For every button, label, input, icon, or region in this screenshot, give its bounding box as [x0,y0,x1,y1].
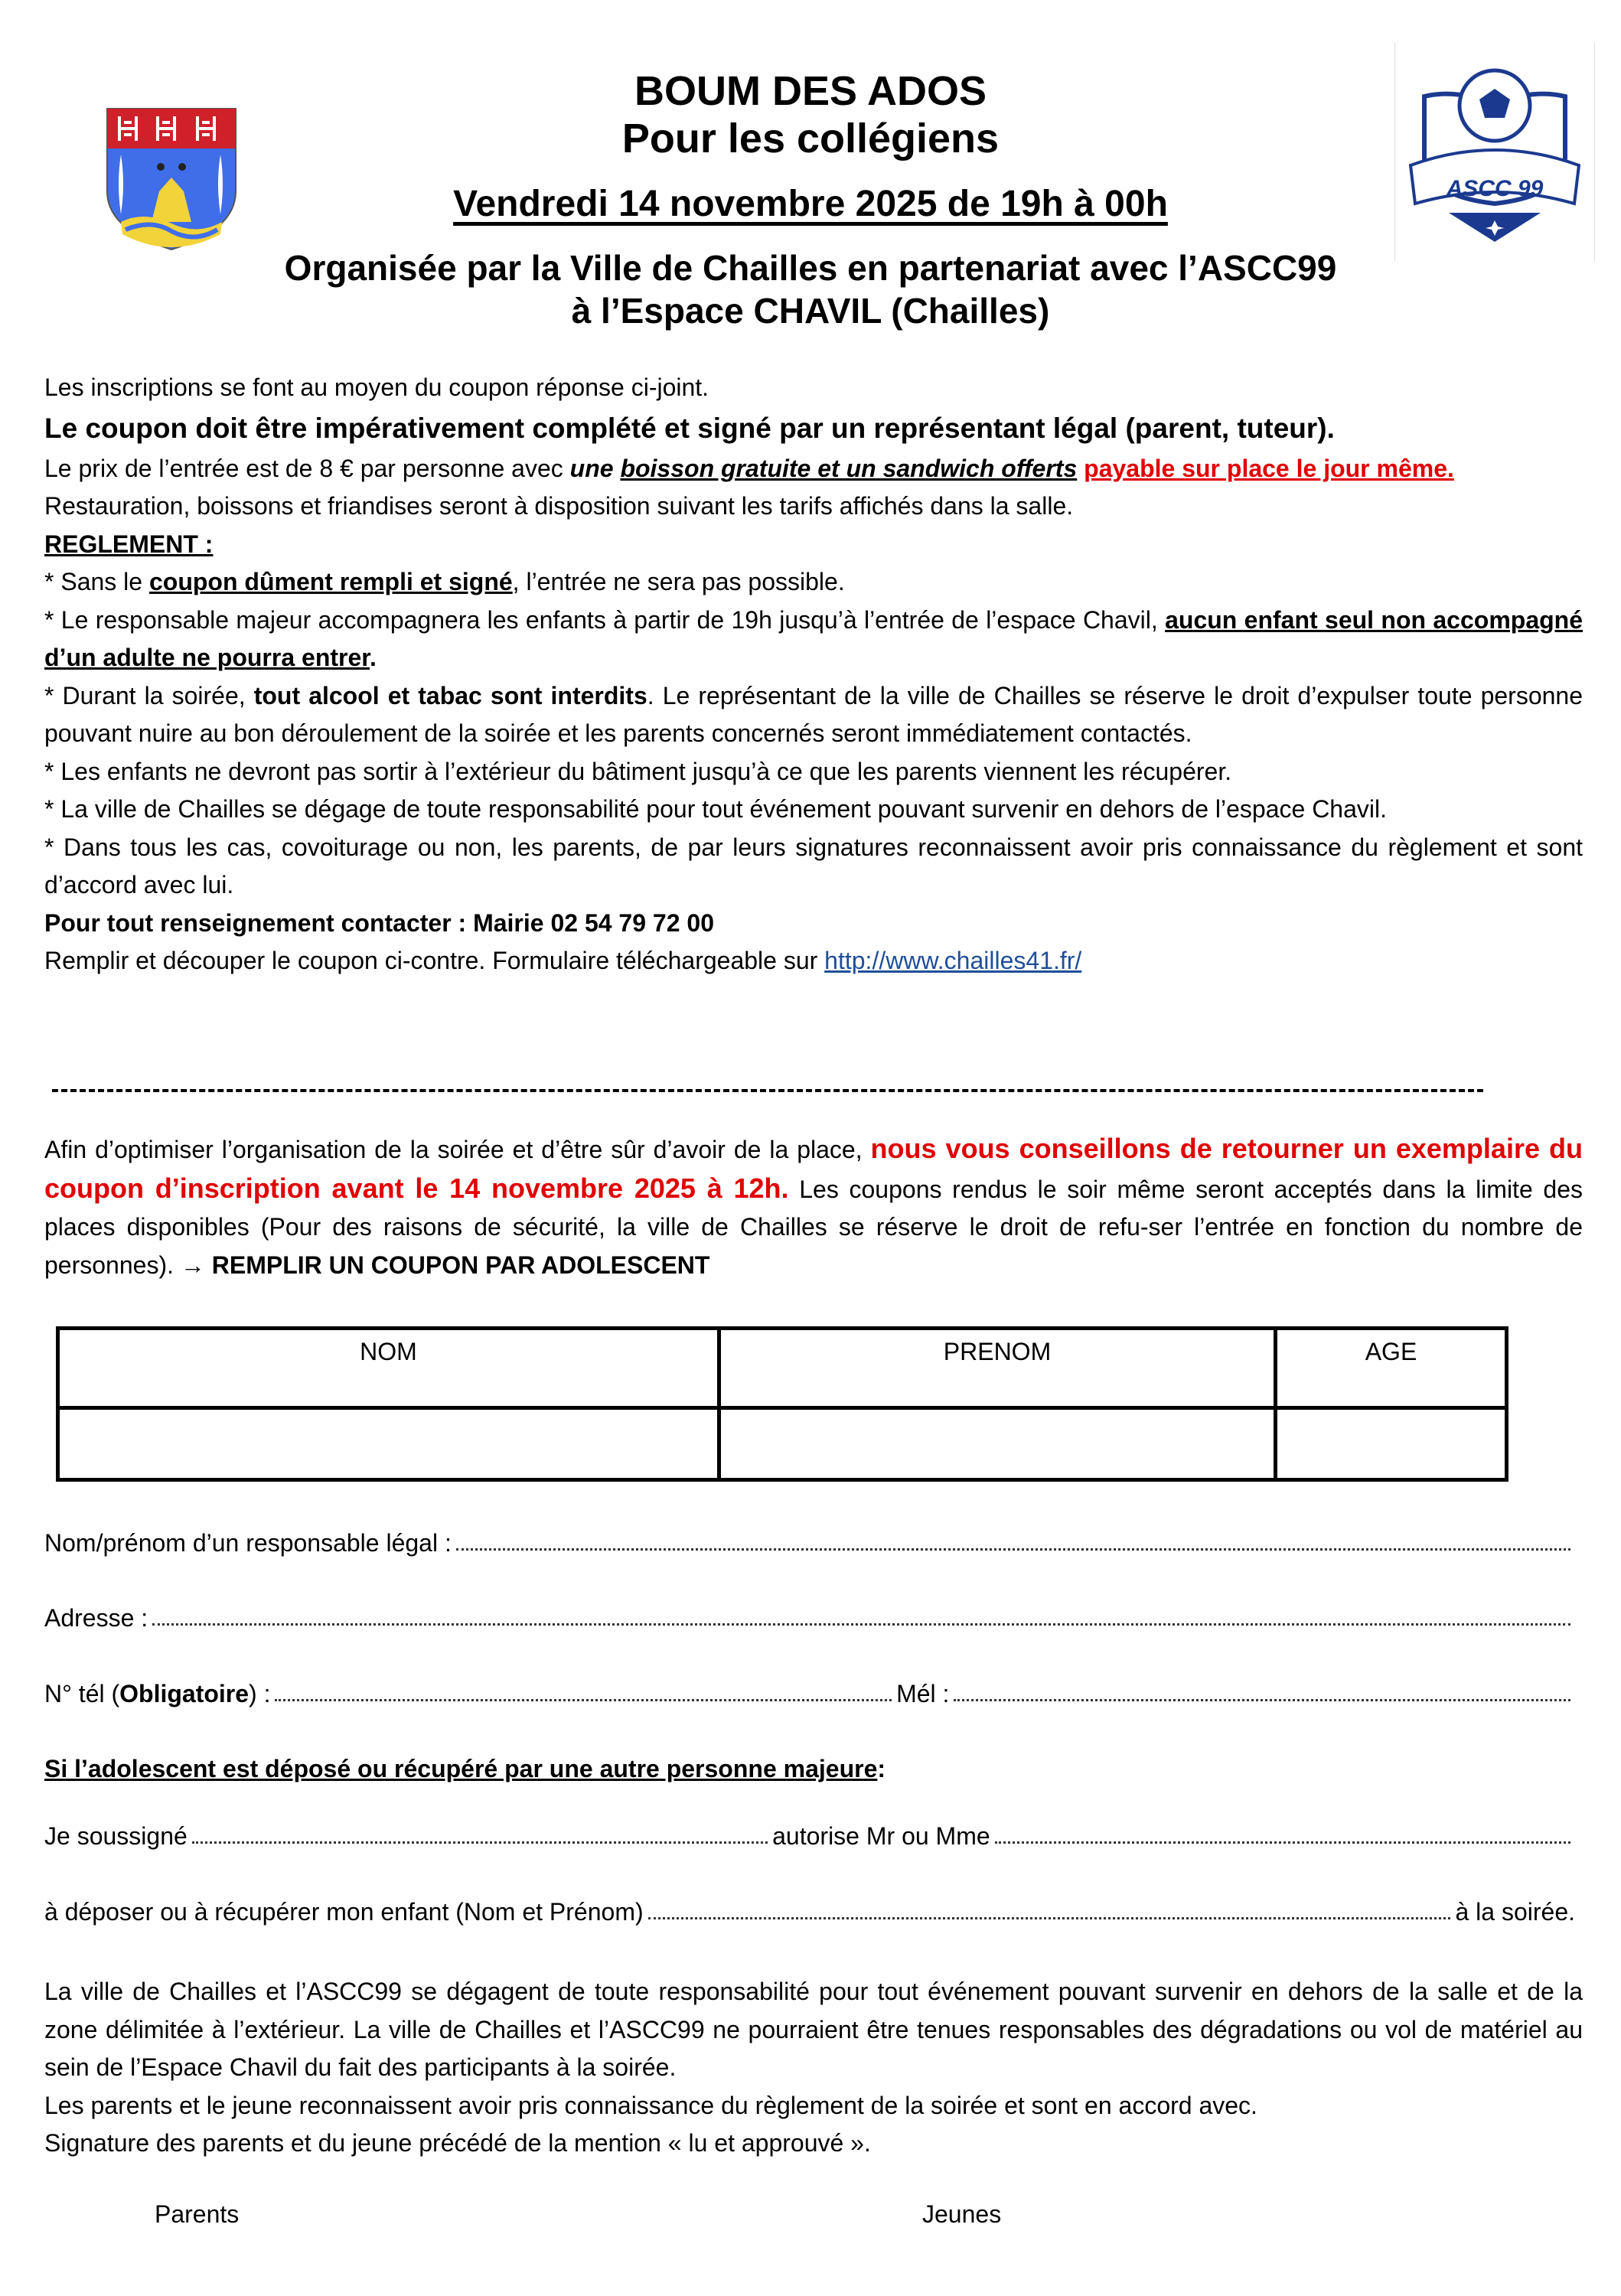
cut-line [52,1089,1483,1092]
rule-6: * Dans tous les cas, covoiturage ou non, les parents, de par leurs signatures reconnaissent avoir pris connaissance du règlement et sont d’accord avec lui. [44,833,1583,899]
coupon-advice-c: Les coupons rendus le soir même seront acceptés dans la limite des places disponibles (Pour des raisons de sécurité, la ville de Chailles se réserve le droit de refu-ser l’entrée en fonction du nombre de personnes). [44,1175,1583,1279]
undersigned-field[interactable] [192,1841,768,1844]
rule-3-a: * Durant la soirée, [44,681,254,709]
price-space [1077,455,1084,482]
address-line [44,1604,1575,1632]
party-label: à la soirée. [1455,1898,1575,1926]
rule-1-c: , l’entrée ne sera pas possible. [512,568,845,595]
event-date-text: Vendredi 14 novembre 2025 de 19h à 00h [453,184,1168,224]
coupon-deadline: nous vous conseillons de retourner un exemplaire du coupon d’inscription avant le 14 novembre 2025 à 12h. [44,1133,1583,1204]
download-info [44,942,1583,980]
disclaimer [44,1973,1583,2163]
phone-label-a: N° tél ( [44,1680,120,1707]
rule-3 [44,677,1583,753]
guardian-line [44,1529,1575,1557]
payment-on-site: payable sur place le jour même. [1084,454,1454,482]
event-subtitle: Pour les collégiens [621,116,1000,161]
address-label: Adresse : [44,1604,148,1632]
phone-field[interactable] [275,1699,892,1701]
information-section [44,369,1583,980]
catering-text: Restauration, boissons et friandises seront à disposition suivant les tarifs affichés dans la salle. [44,492,1074,520]
organizer-line-2: à l’Espace CHAVIL (Chailles) [571,291,1050,331]
price-text-a: Le prix de l’entrée est de 8 € par personne avec [44,454,570,482]
free-drink-sandwich: boisson gratuite et un sandwich offerts [620,454,1078,482]
intro-text: Les inscriptions se font au moyen du coupon réponse ci-joint. [44,373,709,401]
address-field[interactable] [152,1623,1570,1626]
child-field[interactable] [648,1917,1451,1919]
authorise-label: autorise Mr ou Mme [772,1822,990,1850]
price-text [44,450,1583,488]
rule-3-c: . Le représentant de la ville de Chailles se réserve le droit d’expulser toute personne pouvant nuire au bon déroulement de la soirée et les parents concernés seront immédiatement contactés. [44,681,1583,747]
header-prenom: PRENOM [719,1329,1276,1408]
nom-field[interactable] [58,1408,719,1480]
contact-info: Pour tout renseignement contacter : Mairie 02 54 79 72 00 [44,908,714,937]
coupon-intro [44,1130,1583,1284]
contact-line [44,1680,1575,1708]
event-date [0,182,1621,227]
authorised-person-field[interactable] [995,1841,1570,1844]
prenom-field[interactable] [719,1408,1276,1480]
child-line [44,1898,1575,1926]
disclaimer-2: Les parents et le jeune reconnaissent avoir pris connaissance du règlement de la soirée et sont en accord avec. [44,2091,1257,2119]
price-text-b: une [569,454,621,482]
one-coupon-per-teen: → REMPLIR UN COUPON PAR ADOLESCENT [180,1251,710,1279]
rule-1-b: coupon dûment rempli et signé [148,568,513,595]
rule-2-b: aucun enfant seul non accompagné d’un adulte ne pourra entrer [44,605,1583,671]
undersigned-line [44,1822,1575,1851]
phone-label [44,1680,270,1708]
rule-1-a: * Sans le [44,568,149,595]
rules-heading: REGLEMENT : [44,530,214,558]
other-person-heading [44,1755,1575,1783]
rule-5: * La ville de Chailles se dégage de toute responsabilité pour tout événement pouvant survenir en dehors de l’espace Chavil. [44,795,1387,823]
rule-3-b: tout alcool et tabac sont interdits [253,681,647,709]
event-title: BOUM DES ADOS [634,68,987,114]
undersigned-label: Je soussigné [44,1822,188,1850]
parents-signature-label: Parents [155,2200,240,2228]
email-field[interactable] [954,1699,1570,1701]
coupon-requirement: Le coupon doit être impérativement complété et signé par un représentant légal (parent, tuteur). [44,412,1335,444]
child-label: à déposer ou à récupérer mon enfant (Nom et Prénom) [44,1898,644,1926]
website-link[interactable]: http://www.chailles41.fr/ [824,947,1082,974]
rule-2 [44,602,1583,677]
registration-table [56,1326,1508,1482]
guardian-label: Nom/prénom d’un responsable légal : [44,1529,452,1557]
disclaimer-1: La ville de Chailles et l’ASCC99 se dégagent de toute responsabilité pour tout événement pouvant survenir en dehors de la salle et de la zone délimitée à l’extérieur. La ville de Chailles et l’ASCC99 ne pourraient être tenues responsables des dégradations ou vol de matériel au sein de l’Espace Chavil du fait des participants à la soirée. [44,1978,1583,2081]
phone-label-c: ) : [249,1680,271,1707]
coupon-advice [44,1130,1583,1284]
disclaimer-3: Signature des parents et du jeune précédé de la mention « lu et approuvé ». [44,2129,871,2157]
other-person-colon: : [877,1755,886,1782]
phone-mandatory: Obligatoire [119,1680,250,1707]
rule-2-c: . [369,644,377,671]
coupon-advice-a: Afin d’optimiser l’organisation de la soirée et d’être sûr d’avoir de la place, [44,1136,871,1163]
email-label: Mél : [896,1680,950,1707]
organizer-line-1: Organisée par la Ville de Chailles en partenariat avec l’ASCC99 [284,248,1337,288]
svg-text:ASCC 99: ASCC 99 [1446,176,1544,201]
youth-signature-label: Jeunes [922,2200,1002,2228]
age-field[interactable] [1276,1408,1507,1480]
rule-2-a: * Le responsable majeur accompagnera les enfants à partir de 19h jusqu’à l’entrée de l’espace Chavil, [44,605,1166,634]
header-nom: NOM [58,1329,719,1408]
guardian-field[interactable] [456,1548,1570,1551]
download-text: Remplir et découper le coupon ci-contre. Formulaire téléchargeable sur [44,947,825,974]
rule-1 [44,563,1583,602]
header-age: AGE [1276,1329,1507,1408]
rule-4: * Les enfants ne devront pas sortir à l’extérieur du bâtiment jusqu’à ce que les parents viennent les récupérer. [44,757,1232,785]
other-person-heading-text: Si l’adolescent est déposé ou récupéré par une autre personne majeure [44,1755,878,1782]
